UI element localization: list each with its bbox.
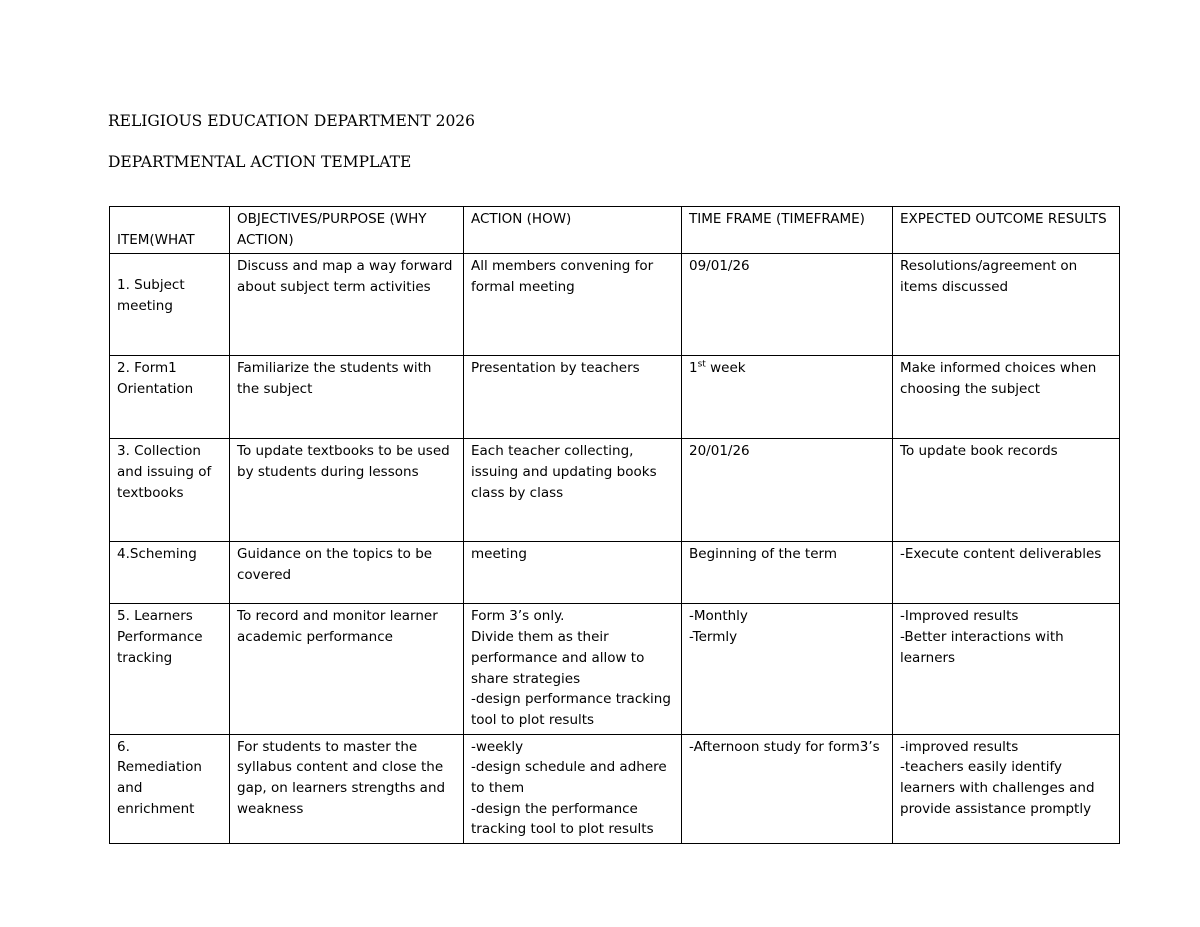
cell-time-frame: 09/01/26: [682, 254, 893, 356]
cell-item: 1. Subject meeting: [110, 254, 230, 356]
cell-expected-outcome: To update book records: [893, 439, 1120, 542]
action-line: -design performance tracking tool to plot results: [471, 691, 671, 728]
table-header-row: [110, 207, 1120, 254]
header-item: ITEM(WHAT: [110, 207, 230, 254]
cell-objectives: Familiarize the students with the subject: [230, 356, 464, 439]
cell-action: Presentation by teachers: [464, 356, 682, 439]
cell-item: 5. Learners Performance tracking: [110, 604, 230, 734]
expected-line: -teachers easily identify learners with challenges and provide assistance promptly: [900, 759, 1095, 817]
cell-time-frame: 20/01/26: [682, 439, 893, 542]
expected-line: -improved results: [900, 738, 1019, 755]
table-row: [110, 356, 1120, 439]
cell-expected-outcome: [893, 604, 1120, 734]
item-line: enrichment: [117, 800, 195, 817]
action-table: [109, 206, 1120, 844]
table-row: [110, 604, 1120, 734]
action-line: -design schedule and adhere to them: [471, 759, 667, 797]
item-line: Remediation: [117, 759, 202, 776]
cell-expected-outcome: Resolutions/agreement on items discussed: [893, 254, 1120, 356]
cell-time-frame: [682, 356, 893, 439]
cell-action: Each teacher collecting, issuing and updating books class by class: [464, 439, 682, 542]
expected-line: -Better interactions with learners: [900, 629, 1064, 666]
time-frame-ordinal: st: [697, 359, 706, 370]
cell-time-frame: Beginning of the term: [682, 542, 893, 604]
page-title: RELIGIOUS EDUCATION DEPARTMENT 2026: [108, 112, 476, 130]
action-line: Form 3’s only.: [471, 608, 565, 625]
expected-line: -Improved results: [900, 608, 1019, 625]
action-line: Divide them as their performance and allow to share strategies: [471, 629, 645, 687]
table-row: [110, 439, 1120, 542]
cell-item: [110, 734, 230, 844]
page-subtitle: DEPARTMENTAL ACTION TEMPLATE: [108, 153, 412, 171]
header-expected-outcome: EXPECTED OUTCOME RESULTS: [893, 207, 1120, 254]
table-row: [110, 734, 1120, 844]
time-frame-line: -Monthly: [689, 608, 748, 625]
cell-expected-outcome: [893, 734, 1120, 844]
cell-time-frame: [682, 604, 893, 734]
cell-item: 4.Scheming: [110, 542, 230, 604]
cell-objectives: Guidance on the topics to be covered: [230, 542, 464, 604]
header-action: ACTION (HOW): [464, 207, 682, 254]
item-line: and: [117, 780, 143, 797]
time-frame-rest: week: [705, 360, 746, 377]
header-objectives: OBJECTIVES/PURPOSE (WHY ACTION): [230, 207, 464, 254]
cell-objectives: Discuss and map a way forward about subject term activities: [230, 254, 464, 356]
cell-expected-outcome: -Execute content deliverables: [893, 542, 1120, 604]
cell-item: 2. Form1 Orientation: [110, 356, 230, 439]
cell-action: [464, 604, 682, 734]
cell-objectives: To update textbooks to be used by students during lessons: [230, 439, 464, 542]
header-time-frame: TIME FRAME (TIMEFRAME): [682, 207, 893, 254]
cell-action: [464, 734, 682, 844]
action-line: -design the performance tracking tool to plot results: [471, 800, 654, 838]
time-frame-number: 1: [689, 360, 698, 377]
time-frame-line: -Termly: [689, 629, 738, 646]
cell-action: All members convening for formal meeting: [464, 254, 682, 356]
cell-objectives: For students to master the syllabus content and close the gap, on learners strengths and weakness: [230, 734, 464, 844]
item-line: 6.: [117, 738, 130, 755]
table-row: [110, 254, 1120, 356]
cell-time-frame: -Afternoon study for form3’s: [682, 734, 893, 844]
cell-objectives: To record and monitor learner academic performance: [230, 604, 464, 734]
cell-item: 3. Collection and issuing of textbooks: [110, 439, 230, 542]
cell-expected-outcome: Make informed choices when choosing the subject: [893, 356, 1120, 439]
table-row: [110, 542, 1120, 604]
action-line: -weekly: [471, 738, 524, 755]
cell-action: meeting: [464, 542, 682, 604]
